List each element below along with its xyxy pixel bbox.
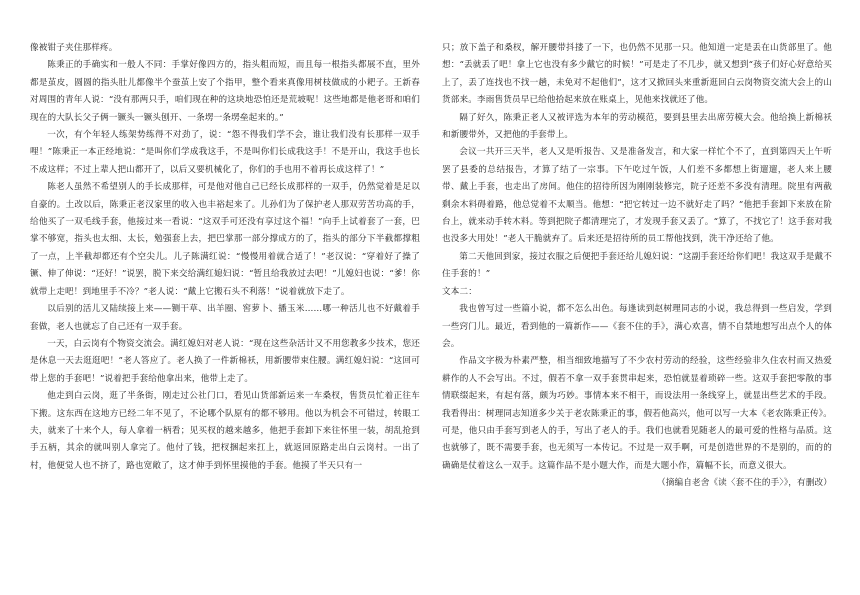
paragraph: 隔了好久，陈秉正老人又被评选为本年的劳动模范，要到县里去出席劳模大会。他给换上新棉袄和新腰带外，又把他的手套带上。 <box>442 112 832 141</box>
paragraph: 他走到白云岗，逛了半条街，刚走过公社门口，看见山货部新运来一车桑杈，售货员忙着正往车下搬。这东西在这地方已经二年不见了，不论哪个队原有的都不够用。他以为机会不可错过，转眼工夫，就来了十来个人，每人拿着一柄看；见买杈的越来越多，他把手套卸下来往怀里一装，胡乱抢到手五柄，其余的就叫别人拿完了。他付了钱，把杈捆起来扛上，就返回原路走出白云岗村。一出了村，他便觉人也不挤了，路也宽敞了，这才伸手到怀里摸他的手套。他摸了半天只有一 <box>30 391 420 471</box>
left-column <box>30 40 420 575</box>
right-column <box>442 40 832 575</box>
section-heading: 文本二： <box>442 286 477 297</box>
paragraph: 一次，有个年轻人练架势练得不对劲了，说：“怨不得我们学不会，谁让我们没有长那样一双手哩！”陈秉正一本正经地说：“是叫你们学成我这手，不是叫你们长成我这手！不是开山，我这手也长不成这样；不过上辈人把山都开了，以后又要机械化了，你们的手也用不着再长成这样了！” <box>30 130 420 175</box>
paragraph: 第二天他回到家，接过衣服之后便把手套还给儿媳妇说：“这副手套还给你们吧！我这双手是戴不住手套的！” <box>442 251 832 280</box>
paragraph: 我也曾写过一些篇小说，都不怎么出色。每逢读到赵树理同志的小说，我总得到一些启发，学到一些窍门儿。最近，看到他的一篇新作——《套不住的手》，满心欢喜，情不自禁地想写出点个人的体会。 <box>442 304 832 349</box>
paragraph: 像被钳子夹住那样疼。 <box>30 43 118 53</box>
paragraph: 陈老人虽然不希望别人的手长成那样，可是他对他自己已经长成那样的一双手，仍然觉着是足以自豪的。土改以后，陈秉正老汉家里的收入也丰裕起来了。儿孙们为了保护老人那双劳苦功高的手，给他买了一双毛线手套，他接过来一看说：“这双手可还没有享过这个福！”向手上试着套了一套，巴掌不够宽，指头也太细、太长，勉强套上去，把巴掌那一部分撑成方的了，指头的部分下半截都撑粗了一点，上半截却都还有个空尖儿。儿子陈满红说：“慢慢用着就合适了！”老汉说：“穿着好了操了镢、伸了伸说：“还好！”说罢，脱下来交给满红媳妇说：“暂且给我放过去吧！”儿媳妇也说：“爹！你就带上走吧！到地里手不冷？”老人说：“戴上它搬石头不利落！”说着就放下走了。 <box>30 182 420 297</box>
paragraph: 只；放下盖子和桑杈，解开腰带抖搂了一下，也仍然不见那一只。他知道一定是丢在山货部里了。他想：“丢就丢了吧！拿上它也没有多少戴它的时候！”可是走了不几步，就又想到“孩子们好心好意给买上了，丢了连找也不找一趟，未免对不起他们”，这才又掀回头来重新逛回白云岗物资交流大会上的山货部来。李雨售货员早已给他拾起来放在账桌上，见他来找就还了他。 <box>442 43 832 106</box>
source-citation: （摘编自老舍《读〈套不住的手〉》，有删改） <box>656 478 832 489</box>
paragraph: 作品文字极为朴素严整，相当细致地描写了不少农村劳动的经验，这些经验非久住农村而又热爱耕作的人不会写出。不过，假若不拿一双手套贯串起来，恐怕就显着琐碎一些。这双手套把零散的事情联缀起来，有起有落，颇为巧妙。事情本来不相干，而设法用一条线穿上，就显出些艺术的手段。我看得出：树理同志知道多少关于老农陈秉正的事，假若他高兴，他可以写一大本《老农陈秉正传》。可是，他只由手套写到老人的手，写出了老人的手。我们也就看见随老人的最可爱的性格与品质。这也就够了，既不需要手套，也无须写一本传记。不过是一双手啊，可是创造世界的不是别的，而的的确确是仗着这么一双手。这篇作品不是小题大作，而是大题小作，篇幅不长，而意义很大。 <box>442 356 832 471</box>
paragraph: 陈秉正的手确实和一般人不同：手掌好像四方的，指头粗而短，而且每一根指头都展不直，里外都是茧皮，圆圆的指头肚儿都像半个蚕茧上安了个指甲，整个看来真像用树枝做成的小耙子。王新春对周围的青年人说：“没有那两只手，咱们现在种的这块地恐怕还是荒坡呢！这些地都是他老哥和咱们现在的大队长父子俩一镢头一镢头刨开、一条塄一条塄垒起来的。” <box>30 60 420 123</box>
paragraph: 会议一共开三天半，老人又是听报告、又是准备发言，和大家一样忙个不了，直到第四天上午听罢了县委的总结报告，才算了结了一宗事。下午吃过午饭，人们差不多都想上街遛遛，老人来上腰带、戴上手套，也走出了房间。他住的招待所因为刚刚装修完，院子还差不多没有清理。院里有两截剩余木料碍着路，他总觉着不太顺当。他想：“把它转过一边不就好走了吗？”他把手套卸下来放在阶台上，就来动手转木料。等到把院子都清理完了，才发现手套又丢了。“算了，不找它了！这手套对我也没多大用处！”老人干脆就弃了。后来还是招待所的员工帮他找到，洗干净还给了他。 <box>442 147 832 245</box>
paragraph: 一天，白云岗有个物资交流会。满红媳妇对老人说：“现在这些杂活计又不用您教多少技术，您还是休息一天去逛逛吧！”老人答应了。老人换了一件新棉袄，用新腰带束住腰。满红媳妇说：“这回可带上您的手套吧！”说着把手套给他拿出来，他带上走了。 <box>30 338 420 384</box>
paragraph: 以后别的活儿又陆续接上来——铡干草、出羊圈、窖萝卜、播玉米……哪一种活儿也不好戴着手套做，老人也就忘了自己还有一双手套。 <box>30 304 420 332</box>
